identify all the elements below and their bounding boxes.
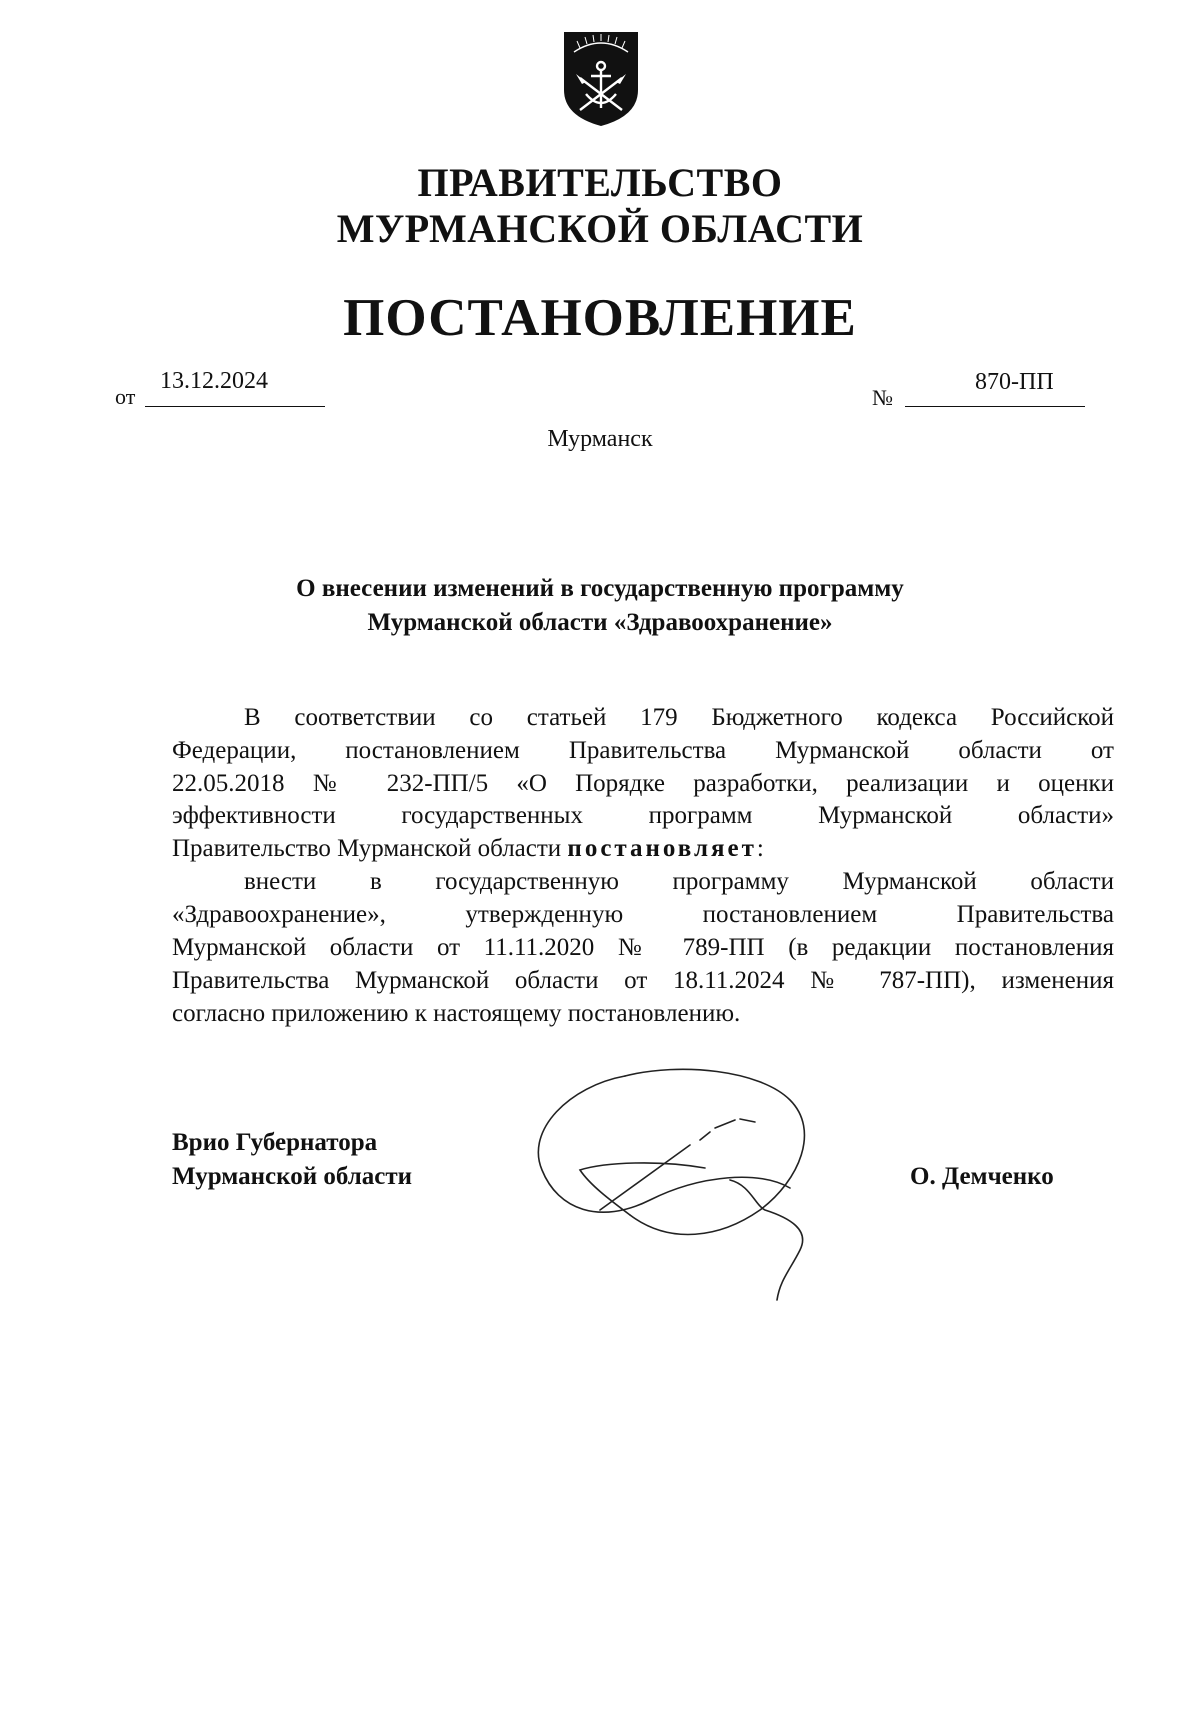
body-line-10: согласно приложению к настоящему постановлению.	[172, 1000, 741, 1027]
city-name: Мурманск	[547, 426, 653, 452]
subject-line1: О внесении изменений в государственную программу	[296, 575, 904, 602]
date-underline	[145, 406, 325, 407]
date-prefix: от	[115, 384, 136, 409]
signer-position-line2: Мурманской области	[172, 1163, 413, 1190]
body-line-1: В соответствии со статьей 179 Бюджетного кодекса Российской	[244, 704, 1114, 731]
subject-line2: Мурманской области «Здравоохранение»	[367, 609, 833, 636]
body-line-4: эффективности государственных программ Мурманской области»	[172, 802, 1114, 829]
body-line-5	[172, 833, 1114, 865]
document-type-title: ПОСТАНОВЛЕНИЕ	[343, 289, 857, 347]
document-number: 870-ПП	[975, 369, 1054, 395]
body-line-6: внести в государственную программу Мурманской области	[244, 868, 1114, 895]
signer-position-line1: Врио Губернатора	[172, 1129, 378, 1156]
murmansk-coat-of-arms-icon	[560, 28, 642, 128]
government-title-line1: ПРАВИТЕЛЬСТВО	[417, 160, 783, 205]
signer-name: О. Демченко	[910, 1163, 1054, 1190]
body-line-2: Федерации, постановлением Правительства Мурманской области от	[172, 737, 1114, 764]
body-line-5-colon: :	[756, 835, 764, 862]
body-line-8: Мурманской области от 11.11.2020 № 789-ПП (в редакции постановления	[172, 934, 1114, 961]
decree-keyword: постановляет	[567, 835, 757, 862]
number-prefix: №	[872, 385, 893, 410]
body-line-9: Правительства Мурманской области от 18.11.2024 № 787-ПП), изменения	[172, 967, 1114, 994]
body-line-3: 22.05.2018 № 232-ПП/5 «О Порядке разработки, реализации и оценки	[172, 770, 1114, 797]
government-title-line2: МУРМАНСКОЙ ОБЛАСТИ	[336, 206, 864, 251]
body-line-5-text: Правительство Мурманской области	[172, 835, 568, 862]
body-line-7: «Здравоохранение», утвержденную постановлением Правительства	[172, 901, 1114, 928]
handwritten-signature	[530, 1060, 910, 1310]
document-date: 13.12.2024	[160, 368, 268, 394]
number-underline	[905, 406, 1085, 407]
